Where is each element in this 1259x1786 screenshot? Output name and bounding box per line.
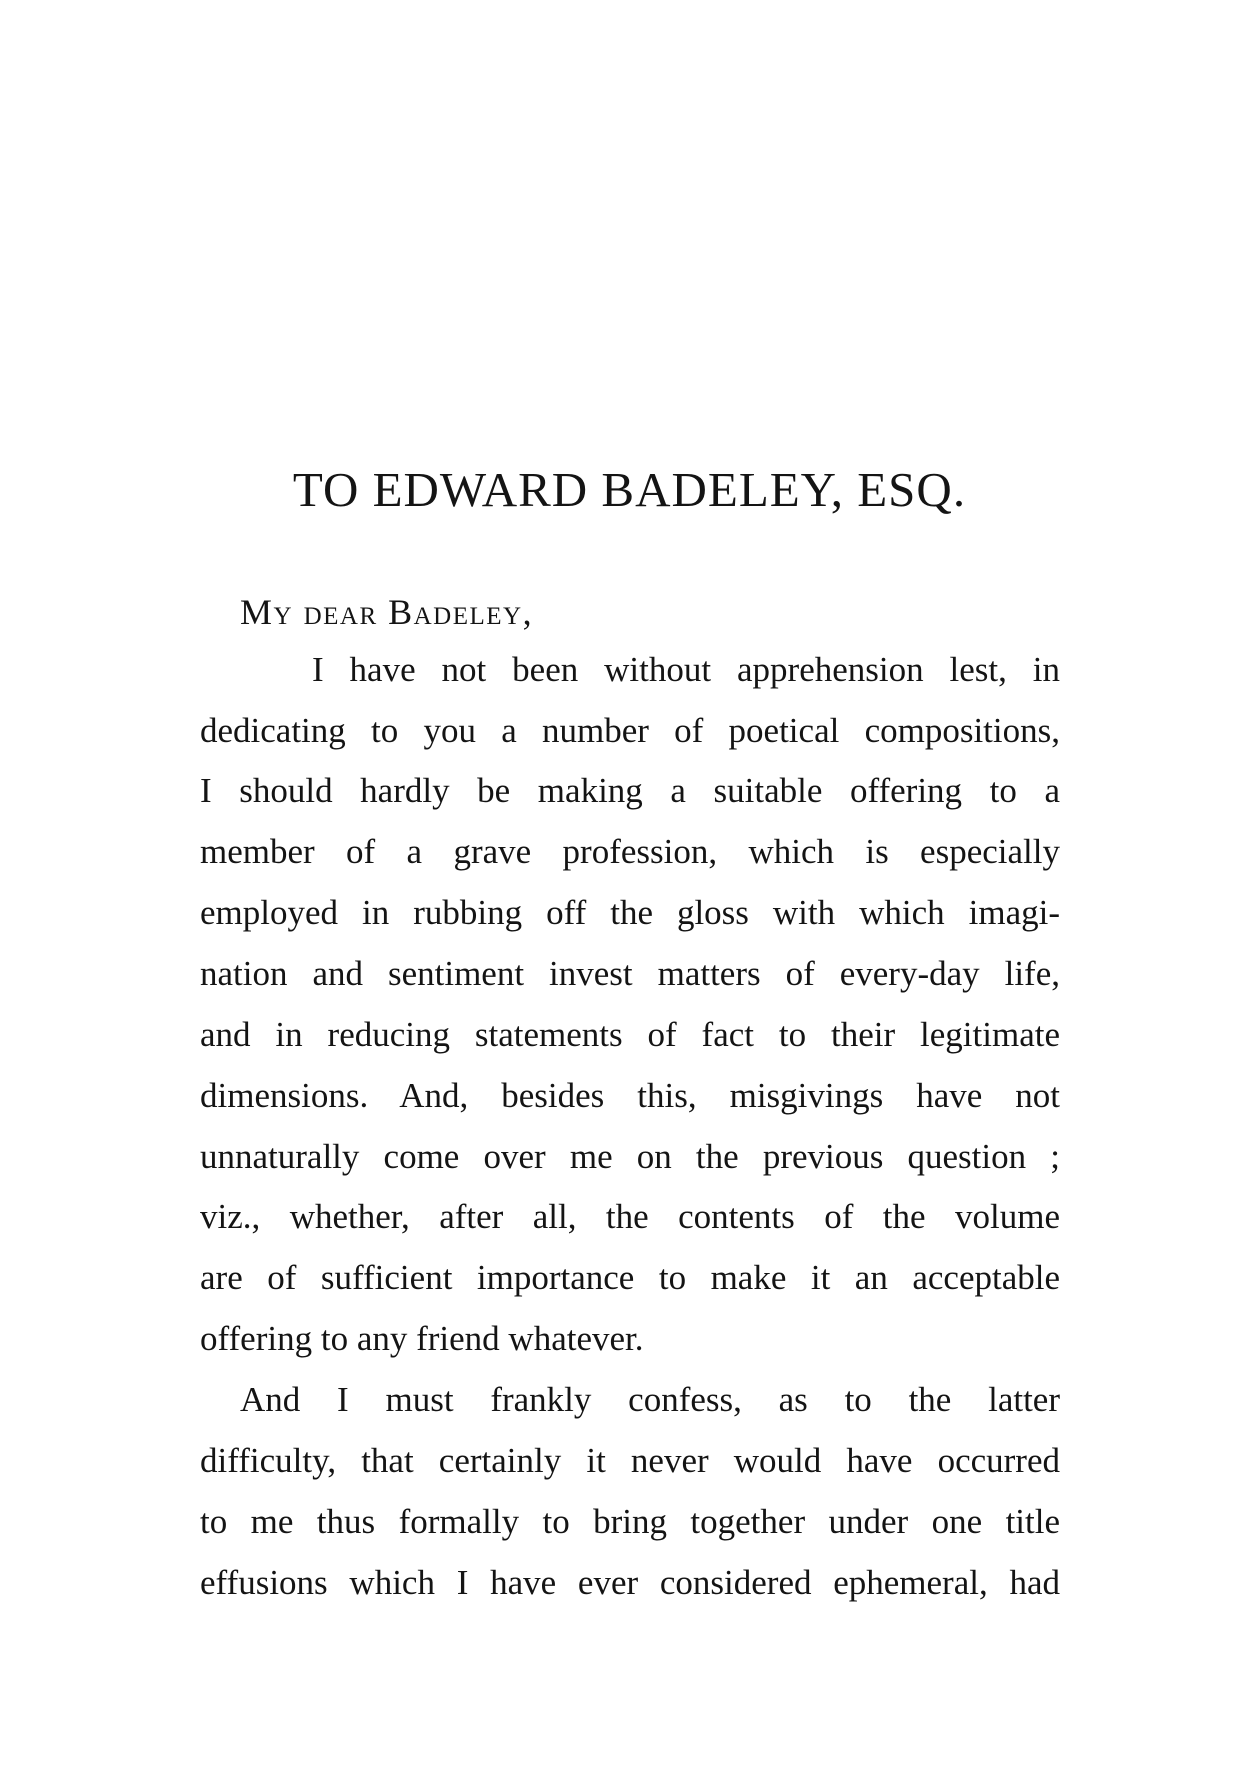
body-line: dimensions. And, besides this, misgivings have not [200, 1076, 1060, 1115]
salutation: My dear Badeley, [240, 592, 534, 632]
body-line: difficulty, that certainly it never would have occurred [200, 1441, 1060, 1480]
body-line: are of sufficient importance to make it an acceptable [200, 1258, 1060, 1297]
body-line: And I must frankly confess, as to the latter [240, 1380, 1060, 1419]
body-line: employed in rubbing off the gloss with which imagi- [200, 893, 1060, 932]
body-line: unnaturally come over me on the previous question ; [200, 1137, 1060, 1176]
body-line: viz., whether, after all, the contents of the volume [200, 1197, 1060, 1236]
body-line: member of a grave profession, which is especially [200, 832, 1060, 871]
body-line: effusions which I have ever considered ephemeral, had [200, 1563, 1060, 1602]
body-line: and in reducing statements of fact to their legitimate [200, 1015, 1060, 1054]
body-line: dedicating to you a number of poetical compositions, [200, 711, 1060, 750]
body-line: I have not been without apprehension lest, in [312, 650, 1060, 689]
dedication-heading: TO EDWARD BADELEY, ESQ. [292, 462, 967, 517]
body-line: I should hardly be making a suitable offering to a [200, 771, 1060, 810]
body-line: offering to any friend whatever. [200, 1319, 644, 1358]
body-line: to me thus formally to bring together under one title [200, 1502, 1060, 1541]
body-line: nation and sentiment invest matters of every-day life, [200, 954, 1060, 993]
